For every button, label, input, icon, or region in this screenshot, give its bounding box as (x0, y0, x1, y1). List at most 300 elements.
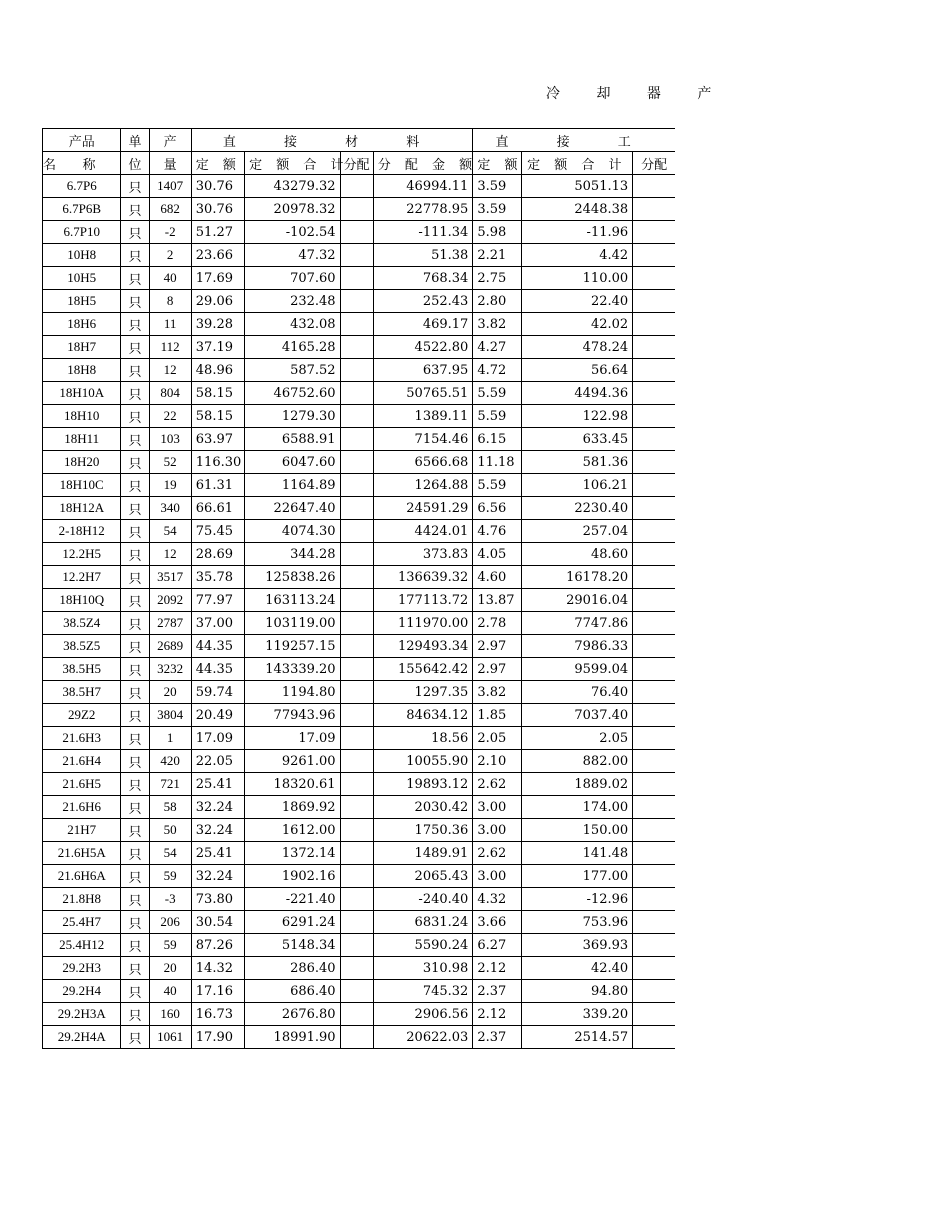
cell-labor-rate: 5.59 (473, 405, 521, 428)
cell-labor-rate: 3.00 (473, 865, 521, 888)
cell-labor-alloc (633, 888, 675, 911)
cell-labor-rate-total: -12.96 (521, 888, 633, 911)
cell-material-alloc (340, 175, 373, 198)
header-qty-bottom: 量 (149, 152, 191, 175)
cell-labor-rate: 3.00 (473, 819, 521, 842)
header-alloc-amount: 分 配 金 额 (373, 152, 473, 175)
cell-quantity: 54 (149, 520, 191, 543)
cell-quantity: 22 (149, 405, 191, 428)
cell-labor-alloc (633, 727, 675, 750)
cell-material-alloc (340, 520, 373, 543)
cell-material-alloc-amount: 46994.11 (373, 175, 473, 198)
cell-labor-alloc (633, 1003, 675, 1026)
cell-labor-rate-total: 4494.36 (521, 382, 633, 405)
cell-material-alloc (340, 911, 373, 934)
table-row (43, 589, 676, 612)
cell-material-alloc (340, 865, 373, 888)
cell-material-rate-total: 6588.91 (245, 428, 341, 451)
cell-labor-rate: 4.76 (473, 520, 521, 543)
cell-product-name: 38.5Z5 (43, 635, 121, 658)
cell-material-alloc-amount: 10055.90 (373, 750, 473, 773)
header-group-material: 直 接 材 料 (191, 129, 473, 152)
cell-material-alloc-amount: 4424.01 (373, 520, 473, 543)
cell-material-rate: 30.76 (191, 175, 244, 198)
table-row (43, 290, 676, 313)
cell-labor-alloc (633, 244, 675, 267)
cell-labor-rate: 2.62 (473, 842, 521, 865)
cell-material-alloc (340, 934, 373, 957)
cell-material-rate: 35.78 (191, 566, 244, 589)
header-rate-total: 定 额 合 计 (245, 152, 341, 175)
cell-material-alloc (340, 267, 373, 290)
cell-quantity: 1061 (149, 1026, 191, 1049)
cell-labor-alloc (633, 290, 675, 313)
cell-labor-rate: 2.37 (473, 980, 521, 1003)
table-row (43, 313, 676, 336)
header-row-2 (43, 152, 676, 175)
cell-quantity: 20 (149, 681, 191, 704)
cell-material-rate: 23.66 (191, 244, 244, 267)
cell-quantity: 112 (149, 336, 191, 359)
cell-unit: 只 (121, 336, 149, 359)
cell-labor-rate-total: 2514.57 (521, 1026, 633, 1049)
report-title: 冷 却 器 产 (546, 86, 728, 102)
cell-material-alloc (340, 497, 373, 520)
header-labor-rate-total: 定 额 合 计 (521, 152, 633, 175)
cell-material-alloc (340, 1026, 373, 1049)
cell-material-rate: 30.76 (191, 198, 244, 221)
cell-material-rate: 17.90 (191, 1026, 244, 1049)
cell-material-alloc (340, 704, 373, 727)
cell-unit: 只 (121, 819, 149, 842)
cell-unit: 只 (121, 244, 149, 267)
cell-quantity: 20 (149, 957, 191, 980)
cell-material-rate-total: 1869.92 (245, 796, 341, 819)
cell-labor-alloc (633, 842, 675, 865)
cell-material-rate-total: 2676.80 (245, 1003, 341, 1026)
cell-labor-alloc (633, 543, 675, 566)
cell-labor-alloc (633, 612, 675, 635)
cell-labor-rate-total: -11.96 (521, 221, 633, 244)
cell-product-name: 18H11 (43, 428, 121, 451)
cell-labor-rate-total: 110.00 (521, 267, 633, 290)
cell-labor-rate-total: 48.60 (521, 543, 633, 566)
header-product-bottom: 名 称 (43, 152, 121, 175)
header-labor-alloc: 分配 (633, 152, 675, 175)
table-row (43, 842, 676, 865)
cell-material-rate-total: 18320.61 (245, 773, 341, 796)
cell-quantity: 2 (149, 244, 191, 267)
table-row (43, 405, 676, 428)
header-qty-top: 产 (149, 129, 191, 152)
table-row (43, 980, 676, 1003)
cell-unit: 只 (121, 267, 149, 290)
cell-material-alloc-amount: 252.43 (373, 290, 473, 313)
cell-quantity: 420 (149, 750, 191, 773)
cell-material-alloc-amount: 373.83 (373, 543, 473, 566)
table-row (43, 888, 676, 911)
cell-labor-rate-total: 42.02 (521, 313, 633, 336)
cell-labor-alloc (633, 796, 675, 819)
cell-quantity: 340 (149, 497, 191, 520)
cell-unit: 只 (121, 474, 149, 497)
cell-material-alloc-amount: -111.34 (373, 221, 473, 244)
cell-quantity: -2 (149, 221, 191, 244)
cell-material-alloc-amount: 1750.36 (373, 819, 473, 842)
cell-material-alloc-amount: 1389.11 (373, 405, 473, 428)
cell-labor-rate: 2.12 (473, 1003, 521, 1026)
cell-material-alloc (340, 543, 373, 566)
cell-labor-alloc (633, 750, 675, 773)
cell-quantity: 11 (149, 313, 191, 336)
cell-unit: 只 (121, 888, 149, 911)
header-unit-top: 单 (121, 129, 149, 152)
cell-quantity: 3517 (149, 566, 191, 589)
table-row (43, 474, 676, 497)
cell-labor-alloc (633, 221, 675, 244)
table-row (43, 658, 676, 681)
cell-material-rate: 44.35 (191, 658, 244, 681)
cell-product-name: 21.8H8 (43, 888, 121, 911)
cell-quantity: 2689 (149, 635, 191, 658)
cell-unit: 只 (121, 865, 149, 888)
cell-material-rate: 77.97 (191, 589, 244, 612)
cell-material-rate-total: 4165.28 (245, 336, 341, 359)
cell-labor-alloc (633, 934, 675, 957)
cell-labor-rate-total: 94.80 (521, 980, 633, 1003)
cell-material-alloc (340, 796, 373, 819)
cell-quantity: 721 (149, 773, 191, 796)
table-row (43, 198, 676, 221)
cell-labor-rate-total: 2448.38 (521, 198, 633, 221)
cell-labor-rate: 2.12 (473, 957, 521, 980)
cell-quantity: 59 (149, 934, 191, 957)
cell-labor-rate: 2.97 (473, 635, 521, 658)
cell-labor-rate: 2.21 (473, 244, 521, 267)
cell-material-rate-total: 1902.16 (245, 865, 341, 888)
cell-material-alloc (340, 244, 373, 267)
cell-material-rate-total: 9261.00 (245, 750, 341, 773)
cell-material-alloc (340, 842, 373, 865)
cell-unit: 只 (121, 727, 149, 750)
cell-material-alloc-amount: 2906.56 (373, 1003, 473, 1026)
cell-quantity: 40 (149, 980, 191, 1003)
cell-labor-alloc (633, 773, 675, 796)
header-alloc: 分配 (340, 152, 373, 175)
table-row (43, 934, 676, 957)
cell-material-rate-total: 1279.30 (245, 405, 341, 428)
cell-material-alloc (340, 773, 373, 796)
cell-material-rate-total: 46752.60 (245, 382, 341, 405)
table-row (43, 773, 676, 796)
cell-labor-rate-total: 2230.40 (521, 497, 633, 520)
cell-labor-alloc (633, 819, 675, 842)
cell-material-rate: 87.26 (191, 934, 244, 957)
cell-material-rate: 28.69 (191, 543, 244, 566)
cell-unit: 只 (121, 359, 149, 382)
cell-product-name: 18H8 (43, 359, 121, 382)
cell-labor-alloc (633, 566, 675, 589)
cell-labor-rate-total: 174.00 (521, 796, 633, 819)
cell-material-rate: 58.15 (191, 382, 244, 405)
cell-unit: 只 (121, 566, 149, 589)
cell-material-rate-total: 119257.15 (245, 635, 341, 658)
cell-material-rate: 32.24 (191, 865, 244, 888)
cell-unit: 只 (121, 382, 149, 405)
cell-quantity: 19 (149, 474, 191, 497)
table-row (43, 244, 676, 267)
cell-labor-rate-total: 5051.13 (521, 175, 633, 198)
cell-material-alloc-amount: 2030.42 (373, 796, 473, 819)
cell-material-alloc (340, 221, 373, 244)
cell-unit: 只 (121, 934, 149, 957)
cell-labor-alloc (633, 451, 675, 474)
cell-material-alloc (340, 313, 373, 336)
cell-product-name: 18H10Q (43, 589, 121, 612)
cell-labor-rate-total: 4.42 (521, 244, 633, 267)
cell-material-rate-total: 6047.60 (245, 451, 341, 474)
table-row (43, 911, 676, 934)
cell-quantity: 54 (149, 842, 191, 865)
cell-material-rate: 73.80 (191, 888, 244, 911)
cell-material-alloc-amount: 155642.42 (373, 658, 473, 681)
cell-product-name: 29.2H4 (43, 980, 121, 1003)
cell-material-rate-total: 18991.90 (245, 1026, 341, 1049)
cell-unit: 只 (121, 1003, 149, 1026)
cell-material-alloc-amount: 7154.46 (373, 428, 473, 451)
cell-quantity: 50 (149, 819, 191, 842)
cell-material-rate: 48.96 (191, 359, 244, 382)
cell-labor-rate: 2.80 (473, 290, 521, 313)
cell-labor-alloc (633, 405, 675, 428)
cell-quantity: 682 (149, 198, 191, 221)
cell-material-alloc-amount: 19893.12 (373, 773, 473, 796)
cell-product-name: 38.5H5 (43, 658, 121, 681)
table-row (43, 428, 676, 451)
cell-material-alloc (340, 359, 373, 382)
cell-unit: 只 (121, 313, 149, 336)
cell-labor-alloc (633, 175, 675, 198)
table-row (43, 612, 676, 635)
cell-quantity: 59 (149, 865, 191, 888)
cell-material-alloc (340, 888, 373, 911)
cell-labor-rate: 5.59 (473, 382, 521, 405)
cell-labor-rate-total: 56.64 (521, 359, 633, 382)
cell-labor-rate: 2.75 (473, 267, 521, 290)
cell-unit: 只 (121, 543, 149, 566)
cell-material-rate: 29.06 (191, 290, 244, 313)
cell-material-alloc-amount: 310.98 (373, 957, 473, 980)
cell-product-name: 21.6H3 (43, 727, 121, 750)
cell-material-alloc (340, 658, 373, 681)
cell-material-alloc (340, 635, 373, 658)
cell-quantity: 160 (149, 1003, 191, 1026)
cell-product-name: 21.6H5A (43, 842, 121, 865)
table-row (43, 336, 676, 359)
cell-quantity: 3232 (149, 658, 191, 681)
cell-material-rate-total: 587.52 (245, 359, 341, 382)
cell-material-alloc-amount: 129493.34 (373, 635, 473, 658)
table-row (43, 566, 676, 589)
cell-quantity: 103 (149, 428, 191, 451)
cell-quantity: 2092 (149, 589, 191, 612)
cell-material-alloc-amount: 1264.88 (373, 474, 473, 497)
cell-material-alloc-amount: 20622.03 (373, 1026, 473, 1049)
cell-product-name: 21.6H4 (43, 750, 121, 773)
cell-material-alloc-amount: 6831.24 (373, 911, 473, 934)
cell-labor-rate-total: 177.00 (521, 865, 633, 888)
cell-material-alloc (340, 1003, 373, 1026)
cell-labor-alloc (633, 520, 675, 543)
cell-material-alloc (340, 474, 373, 497)
cell-unit: 只 (121, 635, 149, 658)
cell-unit: 只 (121, 589, 149, 612)
cell-labor-alloc (633, 681, 675, 704)
cell-labor-rate: 5.59 (473, 474, 521, 497)
cell-material-rate-total: 163113.24 (245, 589, 341, 612)
cell-unit: 只 (121, 911, 149, 934)
cell-material-alloc (340, 198, 373, 221)
cell-material-rate: 39.28 (191, 313, 244, 336)
cell-product-name: 12.2H5 (43, 543, 121, 566)
cell-labor-alloc (633, 382, 675, 405)
cell-material-rate: 17.09 (191, 727, 244, 750)
table-row (43, 681, 676, 704)
cell-labor-alloc (633, 497, 675, 520)
cell-material-alloc-amount: 6566.68 (373, 451, 473, 474)
cell-labor-alloc (633, 428, 675, 451)
cell-unit: 只 (121, 704, 149, 727)
cell-material-alloc-amount: 51.38 (373, 244, 473, 267)
cell-unit: 只 (121, 957, 149, 980)
cell-product-name: 29.2H3A (43, 1003, 121, 1026)
cell-material-rate: 17.69 (191, 267, 244, 290)
cell-material-rate: 63.97 (191, 428, 244, 451)
table-row (43, 497, 676, 520)
cell-material-alloc (340, 681, 373, 704)
cell-material-rate-total: 232.48 (245, 290, 341, 313)
cell-product-name: 25.4H12 (43, 934, 121, 957)
cell-quantity: 1407 (149, 175, 191, 198)
table-row (43, 1003, 676, 1026)
cell-material-alloc (340, 336, 373, 359)
cell-product-name: 18H12A (43, 497, 121, 520)
cell-quantity: 3804 (149, 704, 191, 727)
cell-labor-rate: 2.78 (473, 612, 521, 635)
cell-labor-alloc (633, 474, 675, 497)
cell-quantity: 8 (149, 290, 191, 313)
cell-labor-rate-total: 633.45 (521, 428, 633, 451)
cell-quantity: 58 (149, 796, 191, 819)
cell-unit: 只 (121, 428, 149, 451)
cell-labor-alloc (633, 980, 675, 1003)
cell-material-alloc-amount: 2065.43 (373, 865, 473, 888)
cell-product-name: 2-18H12 (43, 520, 121, 543)
cell-material-alloc (340, 750, 373, 773)
cell-unit: 只 (121, 773, 149, 796)
cell-material-rate-total: 1612.00 (245, 819, 341, 842)
cell-material-alloc-amount: 111970.00 (373, 612, 473, 635)
cell-product-name: 12.2H7 (43, 566, 121, 589)
cell-labor-rate-total: 150.00 (521, 819, 633, 842)
cell-labor-rate-total: 22.40 (521, 290, 633, 313)
cell-material-alloc-amount: 136639.32 (373, 566, 473, 589)
cell-unit: 只 (121, 796, 149, 819)
cell-product-name: 6.7P6 (43, 175, 121, 198)
cell-material-rate-total: 5148.34 (245, 934, 341, 957)
cell-labor-alloc (633, 865, 675, 888)
cell-product-name: 6.7P10 (43, 221, 121, 244)
cell-material-rate: 25.41 (191, 842, 244, 865)
cell-material-rate: 61.31 (191, 474, 244, 497)
table-row (43, 750, 676, 773)
cell-material-rate-total: 707.60 (245, 267, 341, 290)
cell-material-alloc-amount: 50765.51 (373, 382, 473, 405)
cell-quantity: 52 (149, 451, 191, 474)
cell-material-alloc-amount: 469.17 (373, 313, 473, 336)
cell-labor-rate: 1.85 (473, 704, 521, 727)
cell-unit: 只 (121, 451, 149, 474)
cell-product-name: 6.7P6B (43, 198, 121, 221)
cell-labor-rate: 2.05 (473, 727, 521, 750)
cell-labor-rate: 6.15 (473, 428, 521, 451)
header-product-top: 产品 (43, 129, 121, 152)
cell-material-rate: 22.05 (191, 750, 244, 773)
cell-product-name: 21.6H6A (43, 865, 121, 888)
cell-labor-rate: 4.05 (473, 543, 521, 566)
cell-unit: 只 (121, 198, 149, 221)
table-row (43, 819, 676, 842)
cell-labor-rate-total: 141.48 (521, 842, 633, 865)
cell-material-alloc-amount: 18.56 (373, 727, 473, 750)
cell-material-rate-total: 20978.32 (245, 198, 341, 221)
cell-unit: 只 (121, 221, 149, 244)
cell-labor-rate: 4.32 (473, 888, 521, 911)
cell-product-name: 18H10 (43, 405, 121, 428)
header-unit-bottom: 位 (121, 152, 149, 175)
cell-material-alloc (340, 589, 373, 612)
cell-quantity: 804 (149, 382, 191, 405)
cell-material-rate-total: 103119.00 (245, 612, 341, 635)
cell-material-rate-total: 1194.80 (245, 681, 341, 704)
cell-material-alloc-amount: -240.40 (373, 888, 473, 911)
cell-material-alloc (340, 428, 373, 451)
cell-material-alloc (340, 612, 373, 635)
cell-material-alloc-amount: 768.34 (373, 267, 473, 290)
cell-product-name: 21.6H5 (43, 773, 121, 796)
cell-labor-rate: 4.72 (473, 359, 521, 382)
cell-material-alloc (340, 819, 373, 842)
cell-labor-rate-total: 339.20 (521, 1003, 633, 1026)
cell-unit: 只 (121, 1026, 149, 1049)
cell-material-alloc-amount: 1489.91 (373, 842, 473, 865)
cell-material-alloc (340, 451, 373, 474)
cell-quantity: 12 (149, 543, 191, 566)
cell-material-rate: 66.61 (191, 497, 244, 520)
cell-labor-rate: 3.00 (473, 796, 521, 819)
cell-labor-alloc (633, 1026, 675, 1049)
cell-material-rate-total: 4074.30 (245, 520, 341, 543)
table-row (43, 451, 676, 474)
header-row-1 (43, 129, 676, 152)
cell-material-rate-total: 47.32 (245, 244, 341, 267)
cell-labor-alloc (633, 957, 675, 980)
table-row (43, 957, 676, 980)
cell-product-name: 10H8 (43, 244, 121, 267)
cell-labor-rate-total: 122.98 (521, 405, 633, 428)
cell-product-name: 21H7 (43, 819, 121, 842)
header-group-labor: 直 接 工 (473, 129, 675, 152)
